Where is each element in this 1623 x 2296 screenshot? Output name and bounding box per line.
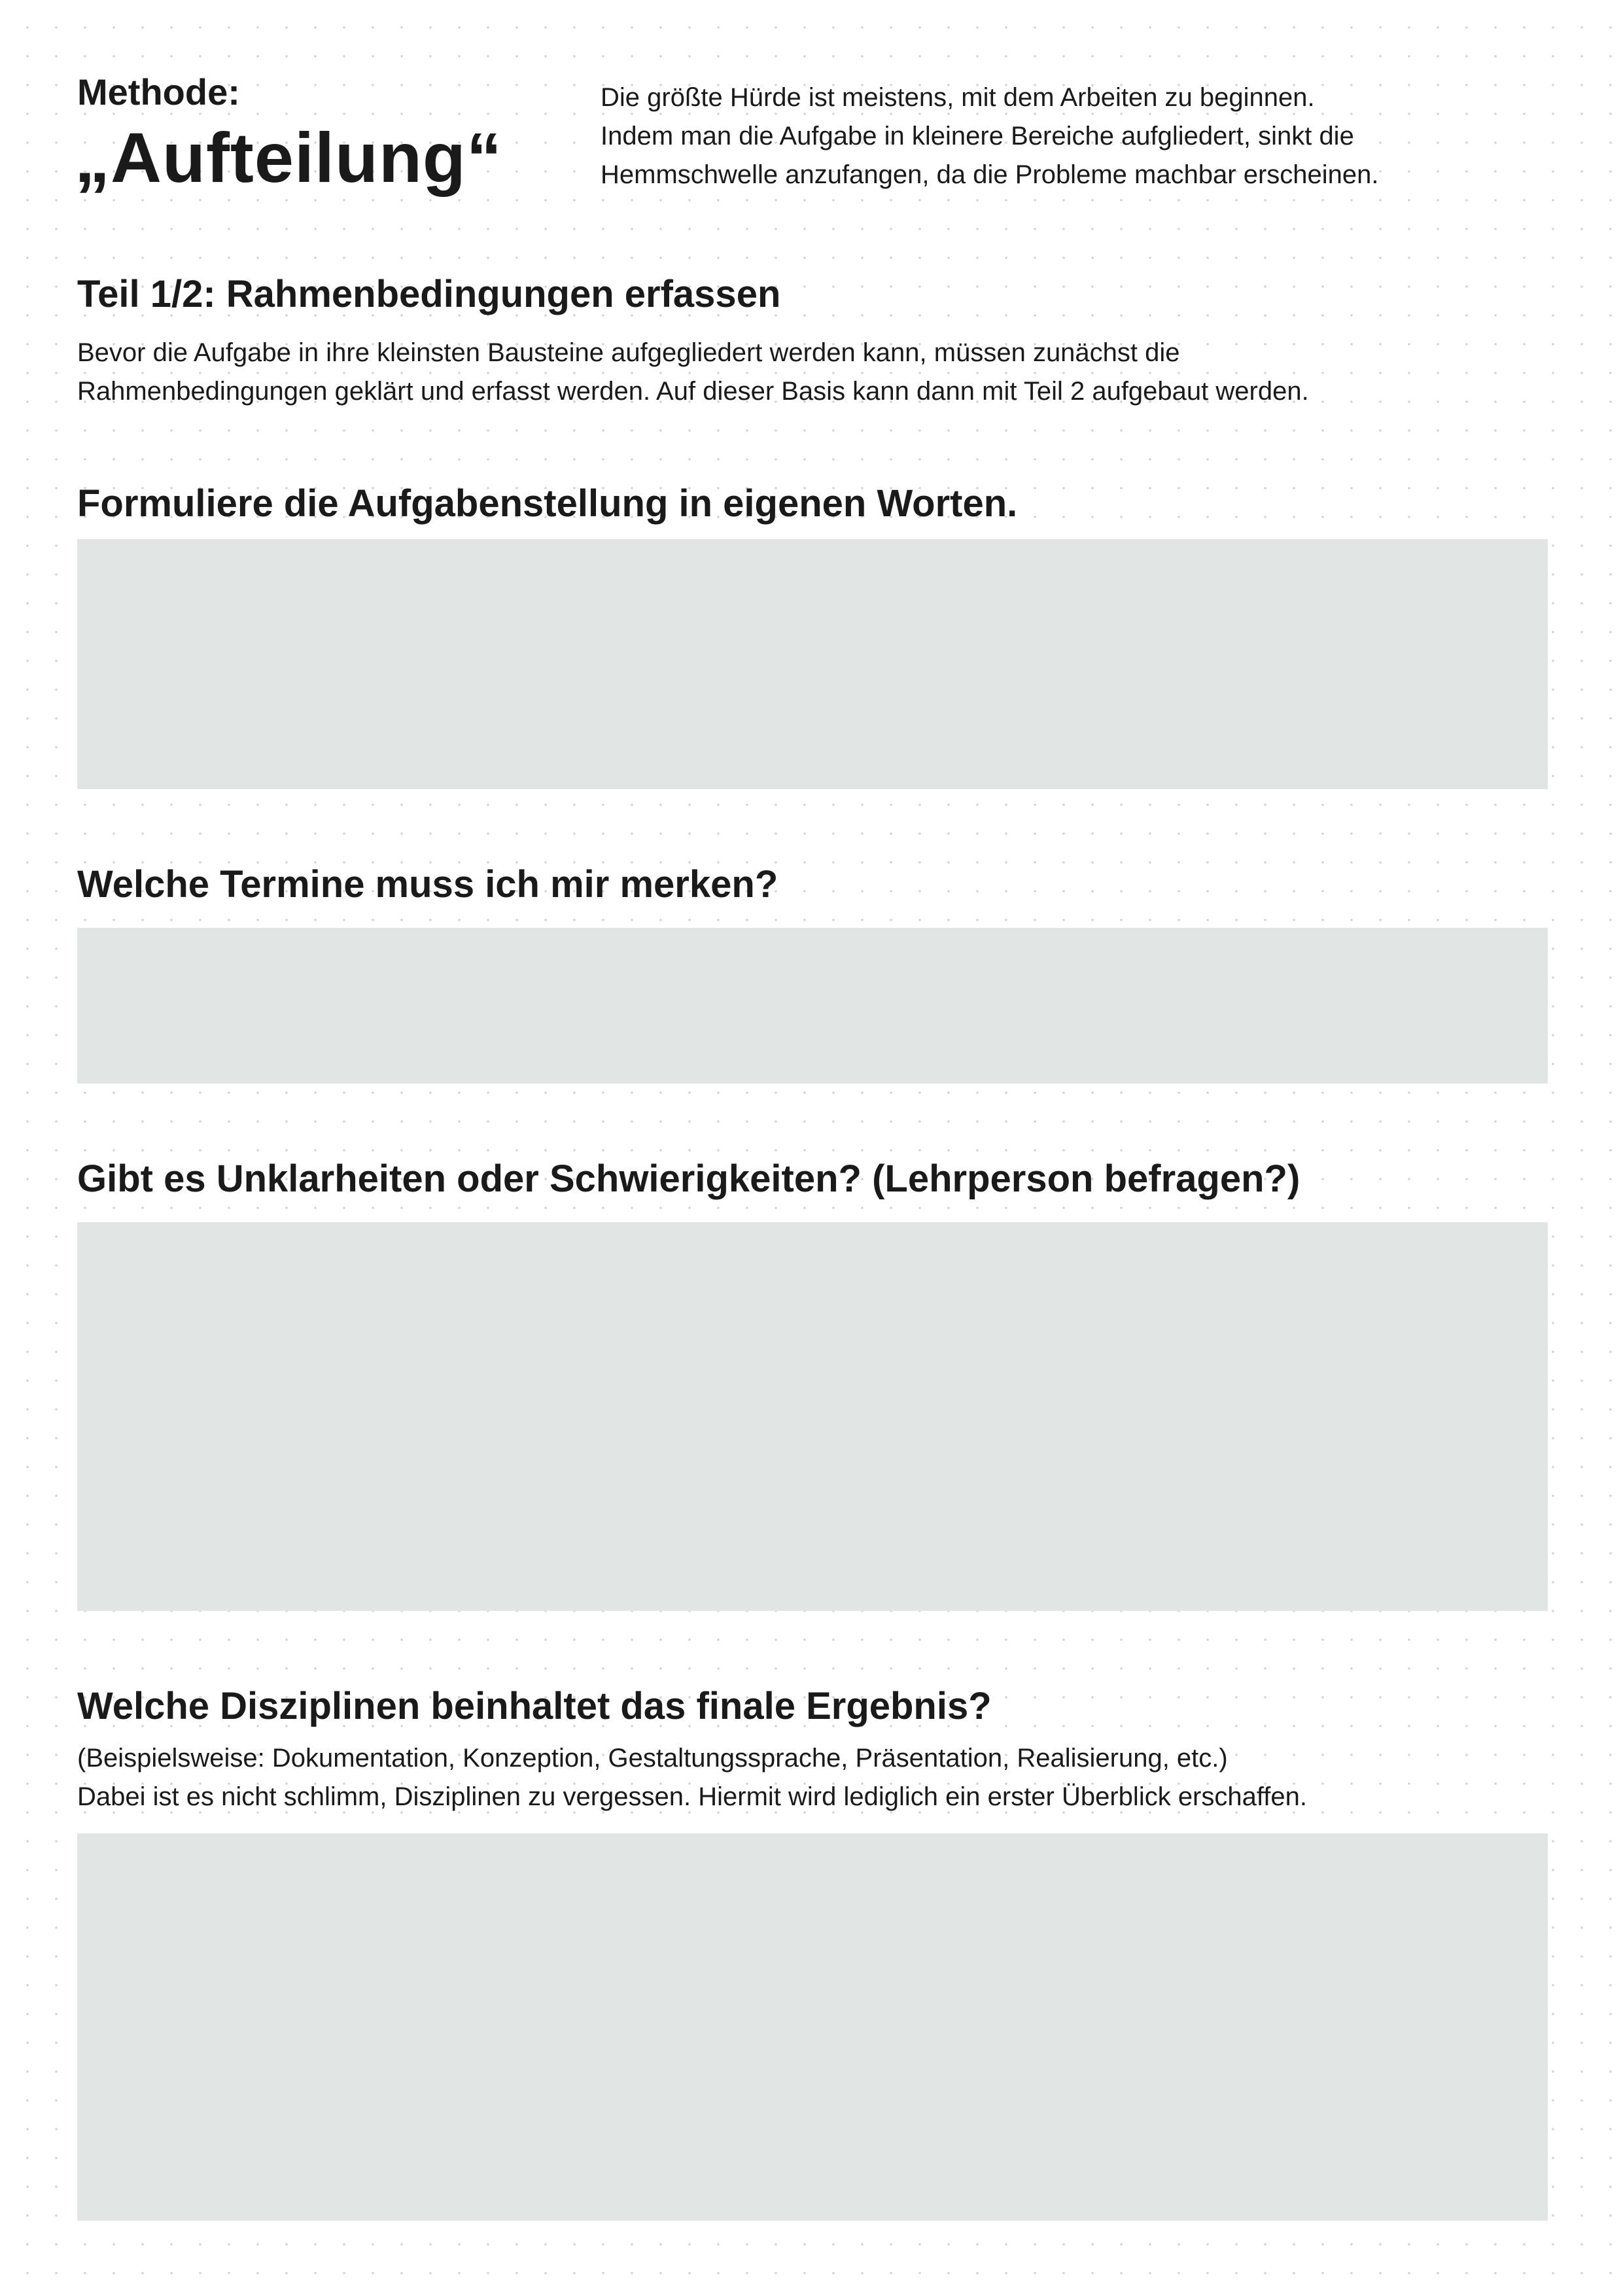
question-heading-difficulties: Gibt es Unklarheiten oder Schwierigkeiten? (Lehrperson befragen?) (77, 1157, 1300, 1200)
intro-line: Die größte Hürde ist meistens, mit dem Arbeiten zu beginnen. (601, 83, 1315, 112)
question-heading-dates: Welche Termine muss ich mir merken? (77, 863, 778, 906)
intro-line: Indem man die Aufgabe in kleinere Bereiche aufgliedert, sinkt die (601, 122, 1354, 150)
intro-text (601, 79, 1569, 194)
method-title: „Aufteilung“ (75, 118, 502, 197)
part-description (77, 334, 1309, 411)
intro-line: Hemmschwelle anzufangen, da die Probleme machbar erscheinen. (601, 160, 1379, 189)
question-heading-disciplines: Welche Disziplinen beinhaltet das finale Ergebnis? (77, 1685, 992, 1727)
answer-box-disciplines[interactable] (77, 1833, 1548, 2221)
method-label: Methode: (77, 71, 240, 113)
part-heading: Teil 1/2: Rahmenbedingungen erfassen (77, 273, 781, 315)
part-description-line: Rahmenbedingungen geklärt und erfasst werden. Auf dieser Basis kann dann mit Teil 2 aufgebaut werden. (77, 377, 1309, 406)
disciplines-note-line: (Beispielsweise: Dokumentation, Konzeption, Gestaltungssprache, Präsentation, Realisierung, etc.) (77, 1744, 1228, 1773)
disciplines-note (77, 1739, 1307, 1816)
disciplines-note-line: Dabei ist es nicht schlimm, Disziplinen zu vergessen. Hiermit wird lediglich ein erster Überblick erschaffen. (77, 1782, 1307, 1811)
question-heading-task: Formuliere die Aufgabenstellung in eigenen Worten. (77, 482, 1018, 525)
answer-box-dates[interactable] (77, 928, 1548, 1084)
answer-box-difficulties[interactable] (77, 1222, 1548, 1611)
part-description-line: Bevor die Aufgabe in ihre kleinsten Bausteine aufgegliedert werden kann, müssen zunächst die (77, 338, 1180, 367)
answer-box-task[interactable] (77, 539, 1548, 789)
